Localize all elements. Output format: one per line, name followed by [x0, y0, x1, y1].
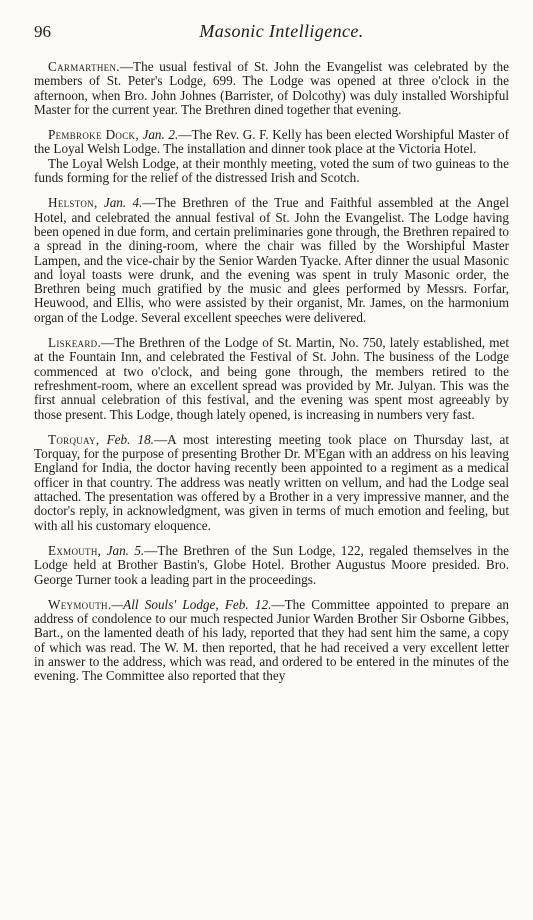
- item-date: Jan. 5.: [106, 542, 145, 558]
- paragraph-text: —The Rev. G. F. Kelly has been elected Worshipful Master of the Loyal Welsh Lodge. The installation and dinner took place at the Victoria Hotel.: [34, 127, 510, 157]
- page-number: 96: [34, 22, 51, 41]
- paragraph-text: —A most interesting meeting took place on Thursday last, at Torquay, for the purpose of presenting Brother Dr. M'Egan with an address on his leaving England for India, the doctor having recently been appointed to a regiment as a medical officer in that country. The address was neatly written on vellum, and had the Lodge seal attached. The presentation was offered by a Brother in a very impressive manner, and the doctor's reply, in acknowledgment, was given in terms of much emotion and feeling, but with all his customary eloquence.: [34, 431, 509, 533]
- paragraph-text: —The Brethren of the Lodge of St. Martin, No. 750, lately established, met at the Fountain Inn, and celebrated the Festival of St. John. The business of the Lodge commenced at two o'clock, and being gone through, the members retired to the refreshment-room, where an excellent spread was provided by Mr. Julyan. This was the first annual celebration of this festival, and the evening was spent most agreeably by those present. This Lodge, though lately opened, is increasing in numbers very fast.: [34, 335, 509, 422]
- paragraph-text: The Loyal Welsh Lodge, at their monthly meeting, voted the sum of two guineas to the funds forming for the relief of the distressed Irish and Scotch.: [34, 155, 509, 186]
- paragraph: [34, 433, 509, 533]
- item-date: —All Souls' Lodge, Feb. 12.: [111, 596, 272, 612]
- news-item-torquay: [34, 433, 509, 533]
- news-item-exmouth: [34, 544, 509, 587]
- place-name: Helston,: [48, 195, 98, 211]
- paragraph: [34, 598, 509, 684]
- paragraph: [34, 544, 509, 587]
- paragraph-text: —The usual festival of St. John the Evangelist was celebrated by the members of St. Peter's Lodge, 699. The Lodge was opened at three o'clock in the afternoon, when Bro. John Johnes (Barrister, of Dolcothy) was duly installed Worshipful Master for the current year. The Brethren dined together that evening.: [34, 59, 509, 117]
- item-date: Jan. 2.: [142, 127, 179, 143]
- news-item-carmarthen: [34, 60, 509, 117]
- place-name: Carmarthen.: [48, 59, 120, 74]
- news-item-helston: [34, 196, 509, 325]
- place-name: Pembroke Dock,: [48, 127, 139, 143]
- item-date: Feb. 18.: [106, 431, 154, 447]
- news-item-pembroke-dock: [34, 128, 509, 185]
- paragraph: [34, 336, 509, 422]
- place-name: Liskeard.: [48, 335, 102, 351]
- page-header: [34, 18, 509, 46]
- paragraph: [34, 60, 509, 117]
- paragraph-text: —The Committee appointed to prepare an address of condolence to our much respected Junior Warden Brother Sir Osborne Gibbes, Bart., on the lamented death of his lady, reported that they had sent him the same, a copy of which was read. The W. M. then reported, that he had received a very excellent letter in answer to the address, which was read, and ordered to be entered in the minutes of the evening. The Committee also reported that they: [34, 596, 510, 684]
- place-name: Torquay,: [48, 431, 100, 447]
- paragraph-text: —The Brethren of the True and Faithful assembled at the Angel Hotel, and celebrated the annual festival of St. John the Evangelist. The Lodge having been opened in due form, and certain preliminaries gone through, the Brethren repaired to a spread in the dining-room, where the chair was filled by the Worshipful Master Lampen, and the vice-chair by the Senior Warden Tyacke. After dinner the usual Masonic and loyal toasts were drunk, and the evening was spent in truly Masonic order, the Brethren being much gratified by the music and glees performed by Messrs. Forfar, Heuwood, and Ellis, who were assisted by their organist, Mr. James, on the harmonium organ of the Lodge. Several excellent speeches were delivered.: [34, 195, 510, 325]
- place-name: Weymouth.: [48, 596, 112, 612]
- paragraph: [34, 196, 509, 325]
- place-name: Exmouth,: [48, 542, 102, 558]
- running-title: Masonic Intelligence.: [199, 21, 364, 41]
- paragraph: [34, 157, 509, 186]
- item-date: Jan. 4.: [103, 195, 143, 211]
- paragraph: [34, 128, 509, 157]
- news-item-weymouth: [34, 598, 509, 684]
- paragraph-text: —The Brethren of the Sun Lodge, 122, regaled themselves in the Lodge held at Brother Bastin's, Globe Hotel. Brother Augustus Moore presided. Bro. George Turner took a leading part in the proceedings.: [34, 542, 510, 587]
- news-item-liskeard: [34, 336, 509, 422]
